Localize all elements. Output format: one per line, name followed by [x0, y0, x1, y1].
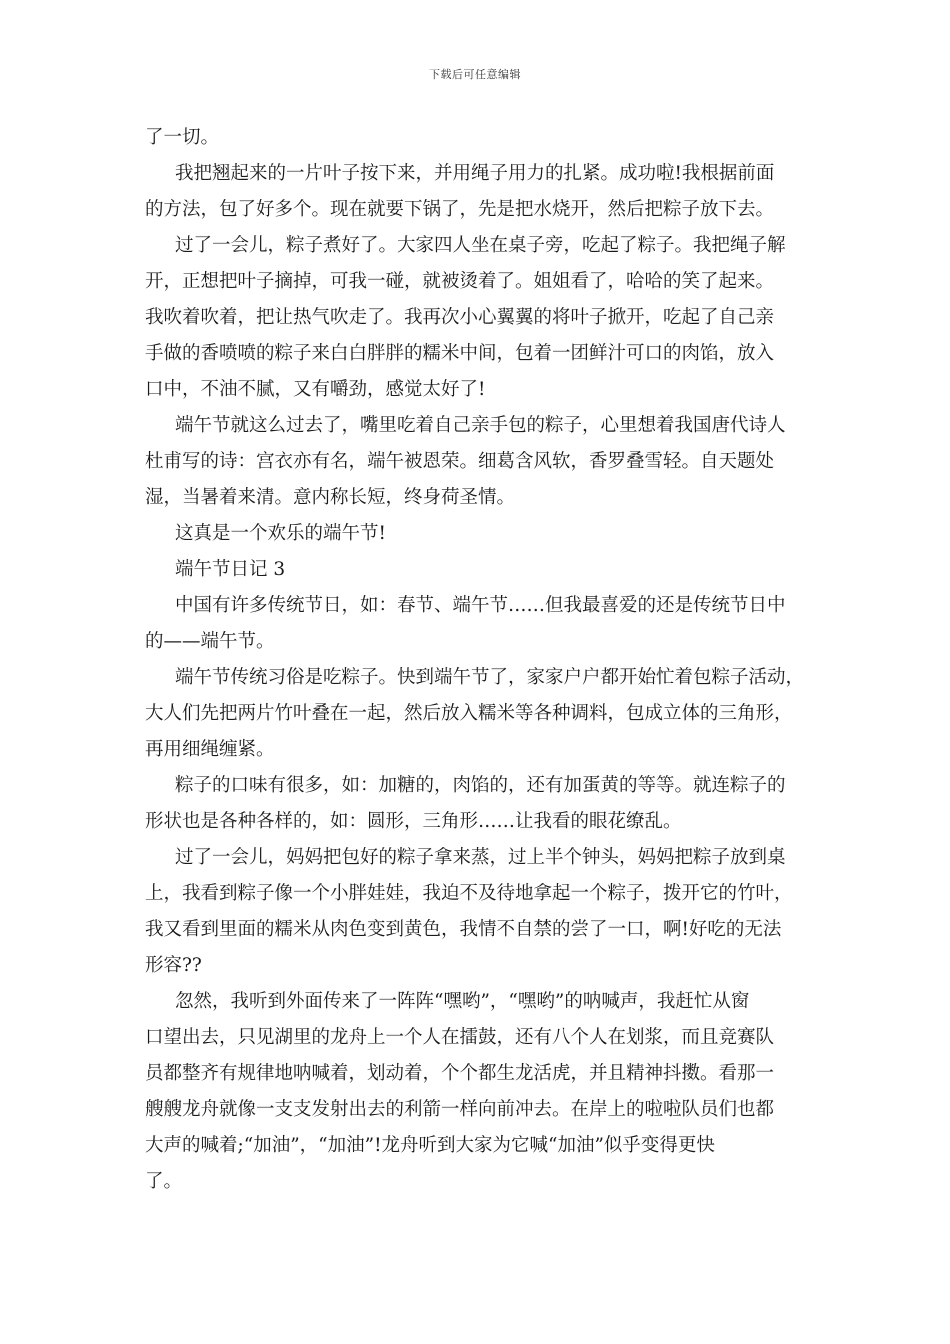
text-line: 口中，不油不腻，又有嚼劲，感觉太好了!	[145, 379, 486, 400]
text-line: 粽子的口味有很多，如：加糖的，肉馅的，还有加蛋黄的等等。就连粽子的	[175, 775, 786, 796]
text-line: 端午节日记 3	[175, 559, 286, 580]
text-line: 这真是一个欢乐的端午节!	[175, 523, 386, 544]
text-line: 端午节传统习俗是吃粽子。快到端午节了，家家户户都开始忙着包粽子活动，	[175, 667, 805, 688]
text-line: 艘艘龙舟就像一支支发射出去的利箭一样向前冲去。在岸上的啦啦队员们也都	[145, 1099, 775, 1120]
document-body	[145, 120, 810, 1200]
text-line: 口望出去，只见湖里的龙舟上一个人在擂鼓，还有八个人在划浆，而且竞赛队	[145, 1027, 775, 1048]
text-line: 过了一会儿，粽子煮好了。大家四人坐在桌子旁，吃起了粽子。我把绳子解	[175, 235, 786, 256]
text-line: 形状也是各种各样的，如：圆形，三角形……让我看的眼花缭乱。	[145, 811, 682, 832]
text-line: 的方法，包了好多个。现在就要下锅了，先是把水烧开，然后把粽子放下去。	[145, 199, 775, 220]
text-line: 我把翘起来的一片叶子按下来，并用绳子用力的扎紧。成功啦!我根据前面	[175, 163, 775, 184]
text-line: 手做的香喷喷的粽子来白白胖胖的糯米中间，包着一团鲜汁可口的肉馅，放入	[145, 343, 775, 364]
text-line: 员都整齐有规律地呐喊着，划动着，个个都生龙活虎，并且精神抖擞。看那一	[145, 1063, 775, 1084]
text-line: 大人们先把两片竹叶叠在一起，然后放入糯米等各种调料，包成立体的三角形，	[145, 703, 793, 724]
text-line: 了。	[145, 1171, 183, 1192]
text-line: 大声的喊着;“加油”，“加油”!龙舟听到大家为它喊“加油”似乎变得更快	[145, 1135, 715, 1156]
text-line: 上，我看到粽子像一个小胖娃娃，我迫不及待地拿起一个粽子，拨开它的竹叶，	[145, 883, 793, 904]
text-line: 湿，当暑着来清。意内称长短，终身荷圣情。	[145, 487, 516, 508]
text-line: 我又看到里面的糯米从肉色变到黄色，我情不自禁的尝了一口，啊!好吃的无法	[145, 919, 782, 940]
text-line: 杜甫写的诗：宫衣亦有名，端午被恩荣。细葛含风软，香罗叠雪轻。自天题处	[145, 451, 775, 472]
page-header: 下载后可任意编辑	[429, 68, 521, 81]
text-line: 端午节就这么过去了，嘴里吃着自己亲手包的粽子，心里想着我国唐代诗人	[175, 415, 786, 436]
text-line: 我吹着吹着，把让热气吹走了。我再次小心翼翼的将叶子掀开，吃起了自己亲	[145, 307, 775, 328]
text-line: 开，正想把叶子摘掉，可我一碰，就被烫着了。姐姐看了，哈哈的笑了起来。	[145, 271, 775, 292]
text-line: 了一切。	[145, 127, 220, 148]
text-line: 过了一会儿，妈妈把包好的粽子拿来蒸，过上半个钟头，妈妈把粽子放到桌	[175, 847, 786, 868]
text-line: 中国有许多传统节日，如：春节、端午节……但我最喜爱的还是传统节日中	[175, 595, 786, 616]
text-line: 形容??	[145, 955, 202, 976]
text-line: 忽然，我听到外面传来了一阵阵“嘿哟”，“嘿哟”的呐喊声，我赶忙从窗	[175, 991, 750, 1012]
text-line: 的——端午节。	[145, 631, 275, 652]
text-line: 再用细绳缠紧。	[145, 739, 275, 760]
